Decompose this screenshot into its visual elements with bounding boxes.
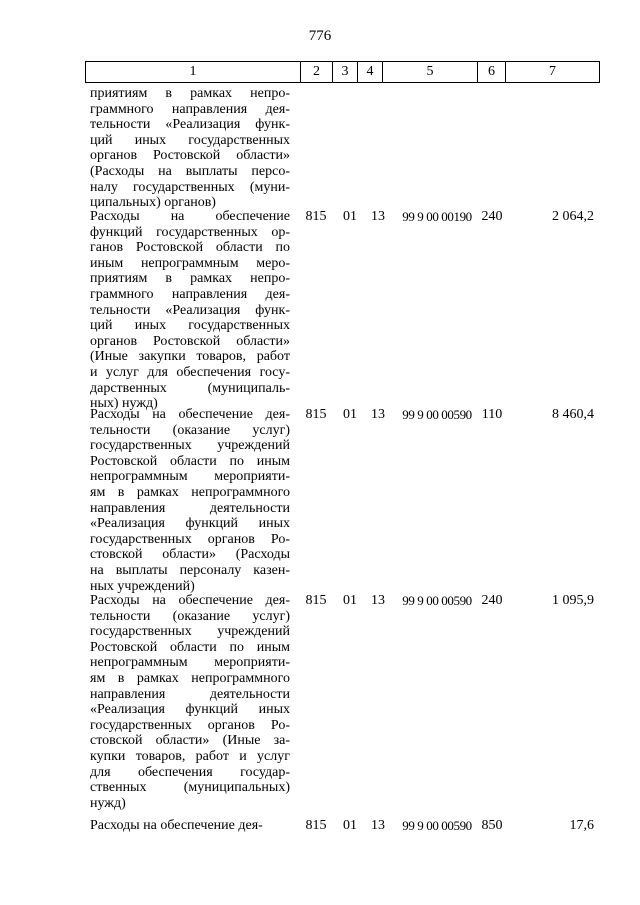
row-code-2: 815 [305,818,327,833]
description-line: направления деятельности [90,500,290,516]
description-line: ций иных государственных [90,318,290,334]
description-line: стовской области» (Расходы [90,547,290,563]
description-line: иным непрограммным меро- [90,255,290,271]
description-line: (Иные закупки товаров, работ [90,349,290,365]
row-description [90,818,290,834]
row-code-2: 815 [305,593,327,608]
row-code-2: 815 [305,209,327,224]
row-code-5: 99 9 00 00190 [402,209,472,224]
description-line: государственных учреждений [90,624,290,640]
description-line: Расходы на обеспечение дея- [90,818,263,833]
row-code-5: 99 9 00 00590 [402,407,472,422]
row-description [90,407,290,594]
description-line: тельности (оказание услуг) [90,608,290,624]
row-amount: 17,6 [569,818,594,833]
description-line: тельности «Реализация функ- [90,302,290,318]
description-line: «Реализация функций иных [90,702,290,718]
description-line: ных учреждений) [90,578,195,594]
description-line: тельности «Реализация функ- [90,117,290,133]
row-code-6: 110 [481,407,503,422]
description-line: нужд) [90,795,126,811]
row-amount: 8 460,4 [552,407,594,422]
description-line: Ростовской области по иным [90,453,290,469]
description-line: органов Ростовской области» [90,148,290,164]
description-line: ных) нужд) [90,396,158,412]
header-col-4: 4 [358,62,383,82]
header-col-7: 7 [549,64,556,79]
description-line: тельности (оказание услуг) [90,422,290,438]
description-line: и услуг для обеспечения госу- [90,364,290,380]
description-line: государственных учреждений [90,438,290,454]
row-code-3: 01 [343,593,357,608]
description-line: непрограммным мероприяти- [90,655,290,671]
description-line: функций государственных ор- [90,224,290,240]
header-col-6: 6 [478,62,506,82]
description-line: приятиям в рамках непро- [90,86,290,101]
description-line: ственных (муниципальных) [90,780,290,796]
description-line: Расходы на обеспечение дея- [90,593,290,608]
description-line: дарственных (муниципаль- [90,380,290,396]
description-line: государственных органов Ро- [90,531,290,547]
description-line: ям в рамках непрограммного [90,670,290,686]
description-line: граммного направления дея- [90,286,290,302]
header-col-1: 1 [86,62,301,82]
description-line: Расходы на обеспечение дея- [90,407,290,422]
description-line: ям в рамках непрограммного [90,484,290,500]
description-line: направления деятельности [90,686,290,702]
row-code-5: 99 9 00 00590 [402,818,472,833]
description-line: государственных органов Ро- [90,717,290,733]
description-line: Ростовской области по иным [90,639,290,655]
row-code-4: 13 [371,407,385,422]
description-line: ций иных государственных [90,132,290,148]
row-code-6: 240 [481,209,503,224]
description-line: ганов Ростовской области по [90,240,290,256]
description-line: купки товаров, работ и услуг [90,748,290,764]
description-line: ципальных) органов) [90,195,216,211]
description-line: «Реализация функций иных [90,516,290,532]
description-line: непрограммным мероприяти- [90,469,290,485]
row-code-4: 13 [371,593,385,608]
row-code-4: 13 [371,818,385,833]
header-col-3: 3 [333,62,358,82]
row-amount: 1 095,9 [552,593,594,608]
description-line: (Расходы на выплаты персо- [90,163,290,179]
header-col-2: 2 [301,62,333,82]
header-col-5: 5 [383,62,478,82]
row-code-6: 240 [481,593,503,608]
row-code-5: 99 9 00 00590 [402,593,472,608]
description-line: для обеспечения государ- [90,764,290,780]
description-line: налу государственных (муни- [90,179,290,195]
row-amount: 2 064,2 [552,209,594,224]
row-code-6: 850 [481,818,503,833]
description-line: Расходы на обеспечение [90,209,290,224]
row-code-3: 01 [343,209,357,224]
table-header [85,61,600,83]
row-description [90,209,290,412]
row-code-3: 01 [343,407,357,422]
description-line: граммного направления дея- [90,101,290,117]
description-line: на выплаты персоналу казен- [90,562,290,578]
row-code-3: 01 [343,818,357,833]
row-code-4: 13 [371,209,385,224]
page-number: 776 [308,28,332,44]
description-line: органов Ростовской области» [90,333,290,349]
row-description [90,593,290,811]
description-line: приятиям в рамках непро- [90,271,290,287]
description-line: стовской области» (Иные за- [90,733,290,749]
row-code-2: 815 [305,407,327,422]
row-description [90,86,290,211]
